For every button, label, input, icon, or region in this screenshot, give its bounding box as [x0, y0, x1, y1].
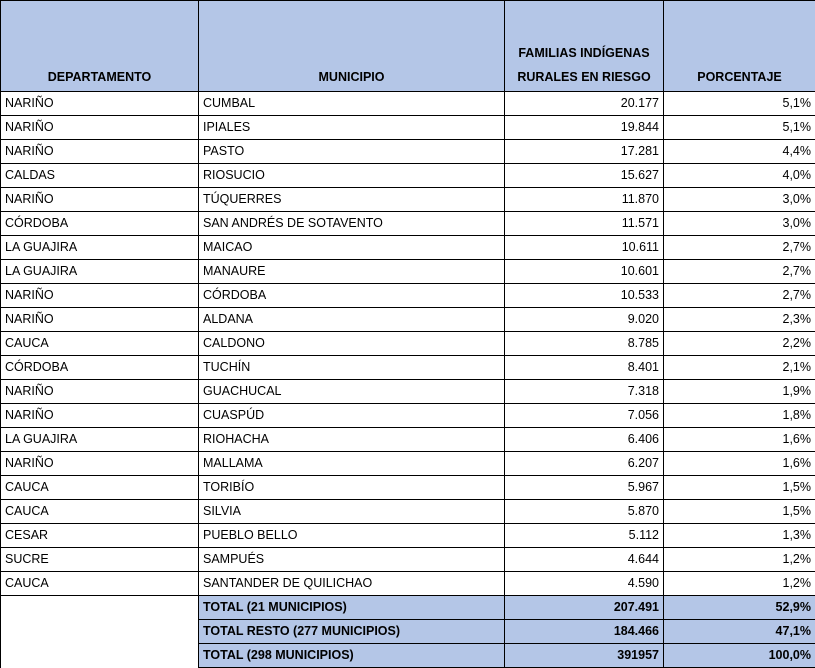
total-porcentaje: 100,0% [664, 644, 815, 668]
cell-departamento: CAUCA [1, 332, 199, 356]
table-row [1, 164, 815, 188]
cell-familias: 11.571 [505, 212, 664, 236]
cell-familias: 8.401 [505, 356, 664, 380]
cell-departamento: NARIÑO [1, 284, 199, 308]
total-row [1, 620, 815, 644]
table-row [1, 476, 815, 500]
cell-departamento: CAUCA [1, 572, 199, 596]
cell-familias: 19.844 [505, 116, 664, 140]
cell-departamento: NARIÑO [1, 308, 199, 332]
cell-departamento: NARIÑO [1, 404, 199, 428]
cell-municipio: CUASPÚD [199, 404, 505, 428]
header-departamento: DEPARTAMENTO [1, 1, 199, 92]
cell-departamento: CALDAS [1, 164, 199, 188]
cell-porcentaje: 1,2% [664, 572, 815, 596]
cell-departamento: CESAR [1, 524, 199, 548]
cell-municipio: CUMBAL [199, 92, 505, 116]
cell-municipio: PASTO [199, 140, 505, 164]
cell-porcentaje: 2,2% [664, 332, 815, 356]
cell-familias: 17.281 [505, 140, 664, 164]
cell-familias: 5.967 [505, 476, 664, 500]
cell-porcentaje: 1,5% [664, 476, 815, 500]
cell-departamento: NARIÑO [1, 452, 199, 476]
header-porcentaje: PORCENTAJE [664, 1, 815, 92]
cell-departamento: NARIÑO [1, 188, 199, 212]
cell-familias: 8.785 [505, 332, 664, 356]
cell-familias: 11.870 [505, 188, 664, 212]
total-blank-cell [1, 620, 199, 644]
cell-porcentaje: 1,6% [664, 452, 815, 476]
cell-municipio: MALLAMA [199, 452, 505, 476]
cell-porcentaje: 4,0% [664, 164, 815, 188]
cell-departamento: CAUCA [1, 500, 199, 524]
table-row [1, 332, 815, 356]
cell-departamento: NARIÑO [1, 116, 199, 140]
cell-municipio: CALDONO [199, 332, 505, 356]
cell-departamento: SUCRE [1, 548, 199, 572]
total-label: TOTAL (21 MUNICIPIOS) [199, 596, 505, 620]
cell-familias: 10.601 [505, 260, 664, 284]
cell-municipio: RIOSUCIO [199, 164, 505, 188]
table-row [1, 92, 815, 116]
cell-familias: 4.644 [505, 548, 664, 572]
table-row [1, 308, 815, 332]
cell-municipio: MAICAO [199, 236, 505, 260]
cell-porcentaje: 1,8% [664, 404, 815, 428]
cell-municipio: TÚQUERRES [199, 188, 505, 212]
cell-municipio: TUCHÍN [199, 356, 505, 380]
cell-porcentaje: 1,3% [664, 524, 815, 548]
table-row [1, 524, 815, 548]
table-row [1, 260, 815, 284]
total-porcentaje: 47,1% [664, 620, 815, 644]
cell-municipio: CÓRDOBA [199, 284, 505, 308]
cell-porcentaje: 2,1% [664, 356, 815, 380]
table-row [1, 140, 815, 164]
cell-porcentaje: 1,9% [664, 380, 815, 404]
cell-porcentaje: 2,7% [664, 284, 815, 308]
cell-porcentaje: 2,3% [664, 308, 815, 332]
cell-municipio: GUACHUCAL [199, 380, 505, 404]
cell-familias: 6.207 [505, 452, 664, 476]
total-familias: 391957 [505, 644, 664, 668]
cell-porcentaje: 2,7% [664, 236, 815, 260]
cell-departamento: CAUCA [1, 476, 199, 500]
table-row [1, 188, 815, 212]
total-porcentaje: 52,9% [664, 596, 815, 620]
cell-municipio: SANTANDER DE QUILICHAO [199, 572, 505, 596]
cell-municipio: SILVIA [199, 500, 505, 524]
table-row [1, 548, 815, 572]
table-row [1, 452, 815, 476]
cell-familias: 5.870 [505, 500, 664, 524]
cell-porcentaje: 1,6% [664, 428, 815, 452]
cell-familias: 4.590 [505, 572, 664, 596]
cell-familias: 5.112 [505, 524, 664, 548]
cell-familias: 10.611 [505, 236, 664, 260]
cell-departamento: CÓRDOBA [1, 212, 199, 236]
cell-familias: 10.533 [505, 284, 664, 308]
header-familias [505, 1, 664, 92]
cell-porcentaje: 4,4% [664, 140, 815, 164]
cell-porcentaje: 3,0% [664, 212, 815, 236]
cell-departamento: NARIÑO [1, 380, 199, 404]
cell-municipio: ALDANA [199, 308, 505, 332]
cell-municipio: IPIALES [199, 116, 505, 140]
cell-departamento: NARIÑO [1, 140, 199, 164]
table-row [1, 500, 815, 524]
cell-familias: 9.020 [505, 308, 664, 332]
total-row [1, 644, 815, 668]
cell-porcentaje: 1,2% [664, 548, 815, 572]
cell-departamento: CÓRDOBA [1, 356, 199, 380]
table-row [1, 284, 815, 308]
cell-municipio: SAMPUÉS [199, 548, 505, 572]
cell-familias: 7.056 [505, 404, 664, 428]
total-blank-cell [1, 644, 199, 668]
cell-familias: 20.177 [505, 92, 664, 116]
cell-departamento: LA GUAJIRA [1, 236, 199, 260]
table-row [1, 380, 815, 404]
table-row [1, 572, 815, 596]
total-familias: 184.466 [505, 620, 664, 644]
header-municipio: MUNICIPIO [199, 1, 505, 92]
cell-municipio: TORIBÍO [199, 476, 505, 500]
cell-familias: 6.406 [505, 428, 664, 452]
header-familias-line2: RURALES EN RIESGO [517, 70, 651, 84]
cell-porcentaje: 2,7% [664, 260, 815, 284]
table-row [1, 116, 815, 140]
total-label: TOTAL (298 MUNICIPIOS) [199, 644, 505, 668]
total-label: TOTAL RESTO (277 MUNICIPIOS) [199, 620, 505, 644]
cell-departamento: LA GUAJIRA [1, 260, 199, 284]
cell-familias: 7.318 [505, 380, 664, 404]
table-row [1, 404, 815, 428]
header-row [1, 1, 815, 92]
cell-porcentaje: 5,1% [664, 116, 815, 140]
cell-departamento: NARIÑO [1, 92, 199, 116]
header-familias-line1: FAMILIAS INDÍGENAS [518, 46, 650, 60]
cell-porcentaje: 5,1% [664, 92, 815, 116]
total-blank-cell [1, 596, 199, 620]
table-row [1, 356, 815, 380]
cell-porcentaje: 3,0% [664, 188, 815, 212]
cell-municipio: RIOHACHA [199, 428, 505, 452]
total-familias: 207.491 [505, 596, 664, 620]
table-row [1, 428, 815, 452]
cell-porcentaje: 1,5% [664, 500, 815, 524]
cell-familias: 15.627 [505, 164, 664, 188]
cell-municipio: PUEBLO BELLO [199, 524, 505, 548]
cell-municipio: SAN ANDRÉS DE SOTAVENTO [199, 212, 505, 236]
total-row [1, 596, 815, 620]
table-row [1, 236, 815, 260]
table-row [1, 212, 815, 236]
cell-departamento: LA GUAJIRA [1, 428, 199, 452]
cell-municipio: MANAURE [199, 260, 505, 284]
